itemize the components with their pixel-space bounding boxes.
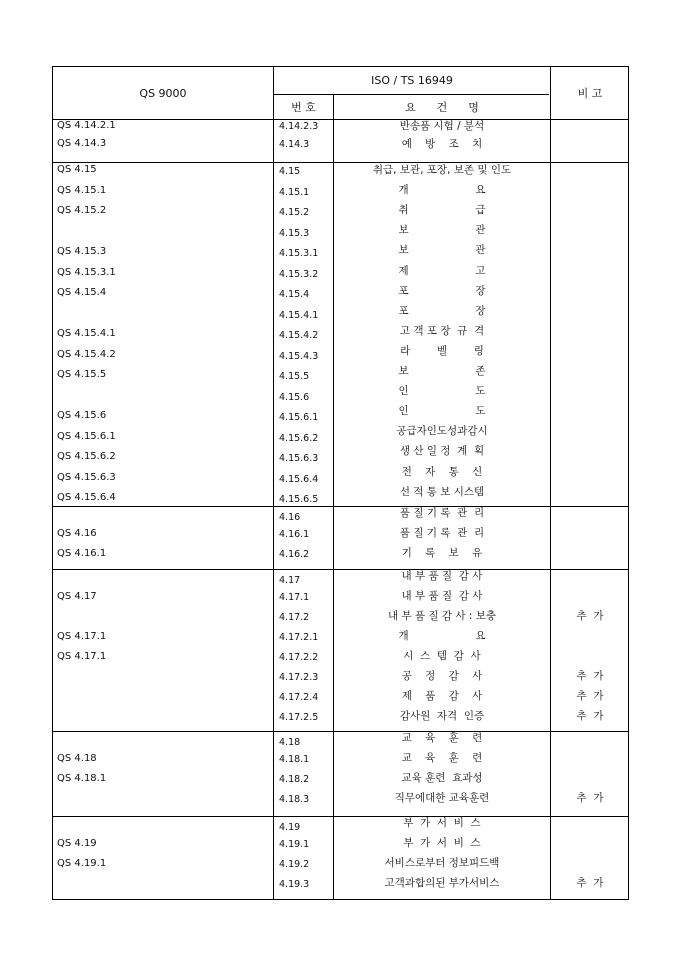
iso-requirement-name: 생 산 일 정 계 획	[399, 445, 485, 458]
note-cell: 추 가	[576, 792, 604, 804]
iso-clause-number: 4.15.1	[279, 186, 310, 198]
column-divider	[273, 67, 274, 899]
iso-clause-number: 4.17.2.2	[279, 652, 319, 663]
iso-requirement-name: 공급자인도성과감시	[396, 425, 488, 438]
iso-requirement-name: 교 육 훈 련	[401, 752, 483, 764]
header-number: 번 호	[291, 101, 316, 114]
iso-requirement-name: 선 적 통 보 시스템	[399, 485, 485, 498]
iso-requirement-name: 취 급	[398, 204, 486, 217]
iso-requirement-name: 서비스로부터 정보피드백	[384, 857, 500, 869]
iso-requirement-name: 개 요	[398, 184, 486, 197]
qs-clause: QS 4.15.2	[57, 205, 107, 216]
iso-clause-number: 4.19.3	[279, 879, 310, 890]
iso-requirement-name: 보 존	[398, 365, 486, 377]
qs-clause: QS 4.16	[57, 528, 97, 539]
iso-clause-number: 4.18.2	[279, 774, 310, 785]
iso-clause-number: 4.17.2	[279, 612, 310, 623]
iso-clause-number: 4.15	[279, 166, 301, 177]
qs-clause: QS 4.14.3	[57, 138, 107, 149]
iso-clause-number: 4.17.2.5	[279, 712, 319, 723]
header-requirement: 요 건 명	[405, 101, 479, 114]
note-cell: 추 가	[576, 670, 604, 682]
iso-requirement-name: 내 부 품 질 감 사 : 보충	[387, 610, 497, 622]
iso-clause-number: 4.15.3	[279, 227, 310, 239]
iso-requirement-name: 교육 훈련 효과성	[401, 772, 483, 784]
qs-clause: QS 4.15.5	[57, 369, 107, 380]
qs-clause: QS 4.15.6.1	[57, 430, 116, 442]
iso-clause-number: 4.19	[279, 822, 301, 833]
header-note: 비 고	[577, 87, 603, 100]
iso-requirement-name: 직무에대한 교육훈련	[394, 792, 490, 804]
qs-clause: QS 4.19	[57, 838, 97, 849]
qs-clause: QS 4.15	[57, 164, 97, 175]
qs-clause: QS 4.16.1	[57, 548, 107, 559]
iso-clause-number: 4.15.3.2	[279, 268, 319, 280]
iso-requirement-name: 보 관	[398, 244, 486, 257]
iso-clause-number: 4.18	[279, 737, 301, 748]
iso-requirement-name: 보 관	[398, 224, 486, 237]
iso-clause-number: 4.15.6	[279, 391, 310, 403]
iso-clause-number: 4.15.6.5	[279, 494, 319, 505]
qs-clause: QS 4.15.4.1	[57, 328, 116, 339]
iso-requirement-name: 포 장	[398, 284, 486, 297]
iso-clause-number: 4.15.6.1	[279, 412, 319, 423]
iso-clause-number: 4.14.2.3	[279, 121, 319, 132]
qs-clause: QS 4.18	[57, 753, 97, 764]
qs-clause: QS 4.15.6.2	[57, 451, 116, 462]
header-qs9000: QS 9000	[139, 86, 187, 100]
iso-requirement-name: 고객과합의된 부가서비스	[384, 877, 500, 889]
iso-requirement-name: 전 자 통 신	[401, 465, 483, 478]
qs-clause: QS 4.18.1	[57, 773, 107, 784]
iso-clause-number: 4.15.2	[279, 207, 310, 218]
qs-clause: QS 4.15.6	[57, 410, 107, 421]
iso-clause-number: 4.15.4.2	[279, 330, 319, 341]
iso-clause-number: 4.15.6.2	[279, 432, 319, 444]
header-iso-ts: ISO / TS 16949	[371, 74, 453, 87]
qs-clause: QS 4.15.6.4	[57, 492, 116, 503]
iso-requirement-name: 기 록 보 유	[401, 547, 483, 559]
iso-clause-number: 4.15.4.1	[279, 309, 319, 321]
iso-clause-number: 4.19.2	[279, 859, 310, 870]
group-divider	[53, 162, 628, 163]
iso-requirement-name: 반송품 시험 / 분석	[399, 120, 485, 132]
note-cell: 추 가	[576, 610, 604, 622]
iso-clause-number: 4.16.2	[279, 549, 310, 560]
iso-requirement-name: 포 장	[398, 304, 486, 317]
iso-requirement-name: 시 스 템 감 사	[403, 650, 481, 662]
iso-requirement-name: 제 고	[398, 264, 486, 277]
iso-clause-number: 4.15.5	[279, 371, 310, 382]
iso-requirement-name: 인 도	[398, 385, 486, 398]
iso-clause-number: 4.15.6.3	[279, 453, 319, 464]
iso-requirement-name: 부 가 서 비 스	[403, 817, 481, 829]
iso-clause-number: 4.17.1	[279, 592, 310, 603]
qs-clause: QS 4.15.3.1	[57, 266, 116, 278]
iso-clause-number: 4.17.2.3	[279, 672, 319, 683]
iso-clause-number: 4.14.3	[279, 139, 310, 150]
iso-clause-number: 4.15.3.1	[279, 248, 319, 259]
iso-requirement-name: 내 부 품 질 감 사	[401, 570, 483, 582]
iso-clause-number: 4.17.2.1	[279, 632, 319, 643]
iso-requirement-name: 감사원 자격 인증	[399, 710, 485, 722]
iso-clause-number: 4.18.3	[279, 794, 310, 805]
qs-clause: QS 4.19.1	[57, 858, 107, 869]
iso-requirement-name: 예 방 조 치	[401, 138, 483, 150]
iso-clause-number: 4.15.6.4	[279, 473, 319, 485]
iso-requirement-name: 개 요	[398, 630, 486, 642]
iso-requirement-name: 라 벨 링	[400, 344, 484, 357]
note-cell: 추 가	[576, 877, 604, 889]
iso-requirement-name: 부 가 서 비 스	[403, 837, 481, 849]
qs-clause: QS 4.17	[57, 591, 97, 602]
requirements-table	[52, 66, 629, 900]
iso-clause-number: 4.16	[279, 512, 301, 523]
note-cell: 추 가	[576, 690, 604, 702]
iso-clause-number: 4.15.4	[279, 289, 310, 300]
qs-clause: QS 4.15.1	[57, 184, 107, 196]
iso-clause-number: 4.19.1	[279, 839, 310, 850]
iso-clause-number: 4.17.2.4	[279, 692, 319, 703]
iso-requirement-name: 교 육 훈 련	[401, 732, 483, 744]
iso-requirement-name: 공 정 감 사	[401, 670, 483, 682]
qs-clause: QS 4.14.2.1	[57, 120, 116, 131]
qs-clause: QS 4.15.4	[57, 287, 107, 298]
iso-clause-number: 4.18.1	[279, 754, 310, 765]
iso-requirement-name: 인 도	[398, 405, 486, 418]
iso-requirement-name: 품 질 기 록 관 리	[399, 527, 485, 539]
iso-requirement-name: 제 품 감 사	[401, 690, 483, 702]
iso-clause-number: 4.16.1	[279, 529, 310, 540]
iso-clause-number: 4.17	[279, 575, 301, 586]
qs-clause: QS 4.17.1	[57, 631, 107, 642]
qs-clause: QS 4.17.1	[57, 651, 107, 662]
note-cell: 추 가	[576, 710, 604, 722]
iso-requirement-name: 취급, 보관, 포장, 보존 및 인도	[372, 164, 512, 176]
qs-clause: QS 4.15.6.3	[57, 471, 116, 483]
qs-clause: QS 4.15.4.2	[57, 348, 116, 360]
iso-requirement-name: 고 객 포 장 규 격	[399, 324, 485, 337]
iso-requirement-name: 내 부 품 질 감 사	[401, 590, 483, 602]
qs-clause: QS 4.15.3	[57, 246, 107, 257]
iso-clause-number: 4.15.4.3	[279, 350, 319, 362]
iso-requirement-name: 품 질 기 록 관 리	[399, 507, 485, 519]
